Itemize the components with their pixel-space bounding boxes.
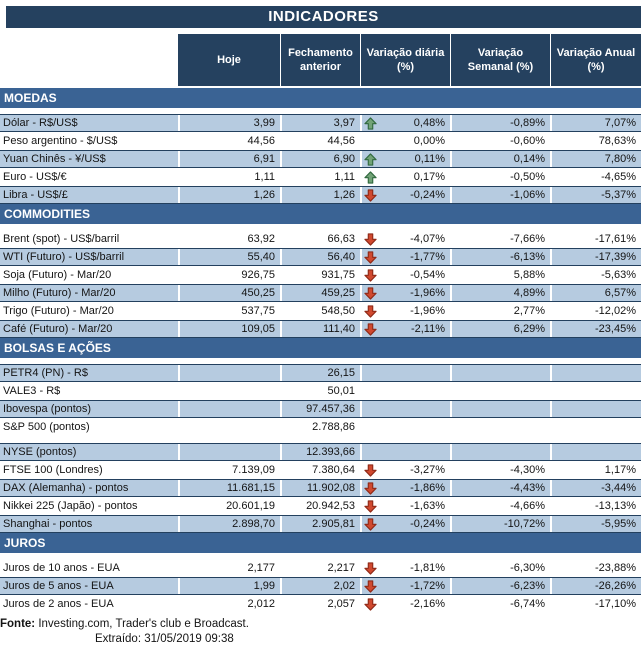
section-header-moedas: MOEDAS: [0, 88, 641, 108]
cell-variacao-anual: -5,95%: [550, 516, 641, 532]
cell-fechamento-anterior: 12.393,66: [280, 444, 360, 460]
cell-hoje: [178, 383, 280, 399]
cell-variacao-semanal: -4,30%: [450, 462, 550, 478]
cell-variacao-anual: -13,13%: [550, 498, 641, 514]
variacao-diaria-value: 0,00%: [413, 135, 445, 147]
cell-variacao-anual: -23,88%: [550, 560, 641, 576]
table-row: [0, 284, 641, 302]
cell-variacao-anual: -17,61%: [550, 231, 641, 247]
cell-variacao-anual: -17,39%: [550, 249, 641, 265]
cell-variacao-diaria: [360, 231, 450, 247]
down-arrow-icon: [364, 304, 378, 318]
cell-variacao-semanal: -7,66%: [450, 231, 550, 247]
cell-fechamento-anterior: 111,40: [280, 321, 360, 337]
trend-arrow-icon: [364, 134, 378, 148]
down-arrow-icon: [364, 322, 378, 336]
row-label: DAX (Alemanha) - pontos: [0, 480, 178, 496]
cell-variacao-anual: -5,37%: [550, 187, 641, 203]
variacao-diaria-value: 0,48%: [413, 117, 445, 129]
cell-variacao-diaria: [360, 321, 450, 337]
table-row: [0, 382, 641, 400]
cell-hoje: 3,99: [178, 115, 280, 131]
cell-variacao-diaria: [360, 498, 450, 514]
cell-fechamento-anterior: 20.942,53: [280, 498, 360, 514]
cell-variacao-semanal: 4,89%: [450, 285, 550, 301]
row-label: Shanghai - pontos: [0, 516, 178, 532]
row-label: Nikkei 225 (Japão) - pontos: [3, 500, 138, 512]
cell-hoje: 1,26: [178, 187, 280, 203]
cell-fechamento-anterior: 2.905,81: [280, 516, 360, 532]
table-body: [0, 88, 641, 613]
variacao-diaria-value: -1,77%: [410, 251, 445, 263]
table-row: [0, 479, 641, 497]
cell-variacao-semanal: -6,13%: [450, 249, 550, 265]
row-label: FTSE 100 (Londres): [3, 464, 103, 476]
cell-hoje: 2,177: [178, 560, 280, 576]
cell-fechamento-anterior: 97.457,36: [280, 401, 360, 417]
cell-variacao-diaria: [360, 115, 450, 131]
cell-hoje: 55,40: [178, 249, 280, 265]
table-row: [0, 497, 641, 515]
cell-variacao-anual: [550, 444, 641, 460]
cell-variacao-diaria: [360, 480, 450, 496]
cell-variacao-anual: -12,02%: [550, 303, 641, 319]
table-row: [0, 266, 641, 284]
table-row: [0, 248, 641, 266]
cell-variacao-diaria: [360, 303, 450, 319]
cell-variacao-diaria: [360, 444, 450, 460]
cell-fechamento-anterior: 2,02: [280, 578, 360, 594]
row-label: Café (Futuro) - Mar/20: [0, 321, 178, 337]
cell-variacao-diaria: [360, 249, 450, 265]
cell-variacao-anual: 6,57%: [550, 285, 641, 301]
section-rows: [0, 114, 641, 204]
table-row: [0, 461, 641, 479]
cell-variacao-anual: -5,63%: [550, 267, 641, 283]
trend-arrow-icon: [364, 384, 378, 398]
cell-variacao-semanal: -6,74%: [450, 596, 550, 612]
cell-variacao-semanal: 2,77%: [450, 303, 550, 319]
cell-variacao-diaria: [360, 516, 450, 532]
cell-fechamento-anterior: 56,40: [280, 249, 360, 265]
column-header-variacao-diaria: Variação diária (%): [360, 34, 450, 86]
page-title: INDICADORES: [6, 6, 641, 28]
cell-hoje: [178, 401, 280, 417]
cell-fechamento-anterior: 548,50: [280, 303, 360, 319]
trend-arrow-icon: [364, 445, 378, 459]
cell-variacao-diaria: [360, 462, 450, 478]
cell-variacao-semanal: -10,72%: [450, 516, 550, 532]
row-label: Brent (spot) - US$/barril: [3, 233, 120, 245]
row-label: Juros de 2 anos - EUA: [3, 598, 114, 610]
cell-variacao-diaria: [360, 151, 450, 167]
cell-variacao-semanal: -6,30%: [450, 560, 550, 576]
variacao-diaria-value: -2,11%: [410, 323, 445, 335]
source-label: Fonte:: [0, 618, 36, 630]
table-row: [0, 400, 641, 418]
cell-variacao-semanal: [450, 383, 550, 399]
row-label: Juros de 10 anos - EUA: [3, 562, 120, 574]
column-header-variacao-semanal: Variação Semanal (%): [450, 34, 550, 86]
down-arrow-icon: [364, 517, 378, 531]
cell-hoje: 537,75: [178, 303, 280, 319]
table-row: [0, 595, 641, 613]
table-row: [0, 443, 641, 461]
cell-variacao-diaria: [360, 578, 450, 594]
row-label: VALE3 - R$: [3, 385, 61, 397]
cell-fechamento-anterior: 50,01: [280, 383, 360, 399]
cell-fechamento-anterior: 1,26: [280, 187, 360, 203]
row-label: PETR4 (PN) - R$: [0, 365, 178, 381]
table-row: [0, 559, 641, 577]
cell-fechamento-anterior: 3,97: [280, 115, 360, 131]
down-arrow-icon: [364, 286, 378, 300]
cell-variacao-anual: 7,80%: [550, 151, 641, 167]
cell-hoje: [178, 419, 280, 435]
table-row: [0, 150, 641, 168]
cell-variacao-anual: 1,17%: [550, 462, 641, 478]
cell-fechamento-anterior: 6,90: [280, 151, 360, 167]
table-row: [0, 418, 641, 436]
down-arrow-icon: [364, 463, 378, 477]
row-label: Milho (Futuro) - Mar/20: [0, 285, 178, 301]
cell-variacao-semanal: 0,14%: [450, 151, 550, 167]
trend-arrow-icon: [364, 402, 378, 416]
cell-fechamento-anterior: 7.380,64: [280, 462, 360, 478]
cell-variacao-diaria: [360, 383, 450, 399]
variacao-diaria-value: 0,11%: [414, 153, 445, 165]
cell-variacao-semanal: -0,89%: [450, 115, 550, 131]
table-row: [0, 168, 641, 186]
section-rows: [0, 559, 641, 613]
cell-variacao-anual: 7,07%: [550, 115, 641, 131]
cell-variacao-diaria: [360, 419, 450, 435]
cell-variacao-semanal: [450, 365, 550, 381]
section: [0, 88, 641, 204]
cell-variacao-anual: [550, 419, 641, 435]
row-label: Euro - US$/€: [3, 171, 67, 183]
section-header-commodities: COMMODITIES: [0, 204, 641, 224]
cell-hoje: 11.681,15: [178, 480, 280, 496]
cell-variacao-anual: -4,65%: [550, 169, 641, 185]
source-line: [0, 617, 641, 631]
cell-hoje: 109,05: [178, 321, 280, 337]
cell-variacao-anual: [550, 365, 641, 381]
cell-hoje: 2.898,70: [178, 516, 280, 532]
cell-variacao-semanal: -0,60%: [450, 133, 550, 149]
table-row: [0, 114, 641, 132]
cell-variacao-semanal: 5,88%: [450, 267, 550, 283]
cell-hoje: 1,11: [178, 169, 280, 185]
cell-variacao-anual: -26,26%: [550, 578, 641, 594]
row-label: Peso argentino - $/US$: [3, 135, 118, 147]
down-arrow-icon: [364, 597, 378, 611]
variacao-diaria-value: -1,72%: [410, 580, 445, 592]
variacao-diaria-value: -1,96%: [410, 305, 445, 317]
cell-fechamento-anterior: 66,63: [280, 231, 360, 247]
variacao-diaria-value: 0,17%: [413, 171, 445, 183]
table-row: [0, 320, 641, 338]
down-arrow-icon: [364, 250, 378, 264]
down-arrow-icon: [364, 561, 378, 575]
variacao-diaria-value: -2,16%: [410, 598, 445, 610]
cell-variacao-diaria: [360, 560, 450, 576]
cell-hoje: 450,25: [178, 285, 280, 301]
cell-variacao-semanal: -0,50%: [450, 169, 550, 185]
row-label: Yuan Chinês - ¥/US$: [0, 151, 178, 167]
section-header-juros: JUROS: [0, 533, 641, 553]
section-header-bolsas-e-a-es: BOLSAS E AÇÕES: [0, 338, 641, 358]
down-arrow-icon: [364, 481, 378, 495]
cell-hoje: 2,012: [178, 596, 280, 612]
cell-fechamento-anterior: 44,56: [280, 133, 360, 149]
down-arrow-icon: [364, 188, 378, 202]
down-arrow-icon: [364, 232, 378, 246]
cell-fechamento-anterior: 1,11: [280, 169, 360, 185]
cell-fechamento-anterior: 11.902,08: [280, 480, 360, 496]
table-row: [0, 132, 641, 150]
cell-hoje: [178, 444, 280, 460]
cell-hoje: 7.139,09: [178, 462, 280, 478]
cell-variacao-semanal: -4,66%: [450, 498, 550, 514]
cell-hoje: 63,92: [178, 231, 280, 247]
cell-variacao-semanal: -4,43%: [450, 480, 550, 496]
row-label: Trigo (Futuro) - Mar/20: [3, 305, 114, 317]
variacao-diaria-value: -3,27%: [410, 464, 445, 476]
up-arrow-icon: [364, 152, 378, 166]
variacao-diaria-value: -1,63%: [410, 500, 445, 512]
up-arrow-icon: [364, 116, 378, 130]
cell-variacao-anual: 78,63%: [550, 133, 641, 149]
cell-variacao-diaria: [360, 401, 450, 417]
section: [0, 533, 641, 613]
cell-variacao-diaria: [360, 365, 450, 381]
cell-fechamento-anterior: 459,25: [280, 285, 360, 301]
column-header-row: [178, 34, 641, 86]
row-label: Juros de 5 anos - EUA: [0, 578, 178, 594]
variacao-diaria-value: -4,07%: [410, 233, 445, 245]
cell-hoje: 20.601,19: [178, 498, 280, 514]
cell-fechamento-anterior: 2.788,86: [280, 419, 360, 435]
table-row: [0, 186, 641, 204]
extracted-timestamp: Extraído: 31/05/2019 09:38: [95, 633, 234, 645]
table-row: [0, 364, 641, 382]
cell-variacao-diaria: [360, 133, 450, 149]
variacao-diaria-value: -1,96%: [410, 287, 445, 299]
cell-fechamento-anterior: 26,15: [280, 365, 360, 381]
cell-variacao-semanal: [450, 444, 550, 460]
cell-hoje: 1,99: [178, 578, 280, 594]
cell-variacao-semanal: -6,23%: [450, 578, 550, 594]
section: [0, 338, 641, 533]
trend-arrow-icon: [364, 420, 378, 434]
cell-variacao-anual: -17,10%: [550, 596, 641, 612]
cell-variacao-diaria: [360, 596, 450, 612]
cell-variacao-semanal: -1,06%: [450, 187, 550, 203]
row-label: Dólar - R$/US$: [0, 115, 178, 131]
down-arrow-icon: [364, 499, 378, 513]
variacao-diaria-value: -0,54%: [410, 269, 445, 281]
row-label: S&P 500 (pontos): [3, 421, 90, 433]
cell-variacao-diaria: [360, 267, 450, 283]
row-label: Soja (Futuro) - Mar/20: [3, 269, 112, 281]
cell-variacao-anual: -3,44%: [550, 480, 641, 496]
row-label: Libra - US$/£: [0, 187, 178, 203]
row-label: NYSE (pontos): [0, 444, 178, 460]
table-row: [0, 515, 641, 533]
cell-variacao-diaria: [360, 187, 450, 203]
variacao-diaria-value: -1,86%: [410, 482, 445, 494]
up-arrow-icon: [364, 170, 378, 184]
footer: [0, 617, 641, 646]
cell-variacao-anual: [550, 383, 641, 399]
cell-fechamento-anterior: 2,217: [280, 560, 360, 576]
cell-variacao-semanal: [450, 401, 550, 417]
cell-variacao-diaria: [360, 285, 450, 301]
row-label: WTI (Futuro) - US$/barril: [0, 249, 178, 265]
down-arrow-icon: [364, 268, 378, 282]
row-spacer: [0, 436, 641, 443]
row-label: Ibovespa (pontos): [0, 401, 178, 417]
trend-arrow-icon: [364, 366, 378, 380]
column-header-variacao-anual: Variação Anual (%): [550, 34, 641, 86]
source-text: Investing.com, Trader's club e Broadcast.: [35, 618, 249, 630]
cell-variacao-diaria: [360, 169, 450, 185]
table-row: [0, 230, 641, 248]
table-row: [0, 302, 641, 320]
variacao-diaria-value: -0,24%: [410, 189, 445, 201]
cell-hoje: 44,56: [178, 133, 280, 149]
cell-hoje: [178, 365, 280, 381]
variacao-diaria-value: -1,81%: [410, 562, 445, 574]
variacao-diaria-value: -0,24%: [410, 518, 445, 530]
cell-hoje: 6,91: [178, 151, 280, 167]
column-header-fechamento-anterior: Fechamento anterior: [280, 34, 360, 86]
table-row: [0, 577, 641, 595]
cell-fechamento-anterior: 2,057: [280, 596, 360, 612]
section-rows: [0, 230, 641, 338]
column-header-hoje: Hoje: [217, 53, 241, 66]
section: [0, 204, 641, 338]
section-rows: [0, 364, 641, 533]
cell-hoje: 926,75: [178, 267, 280, 283]
cell-variacao-anual: [550, 401, 641, 417]
cell-fechamento-anterior: 931,75: [280, 267, 360, 283]
cell-variacao-semanal: 6,29%: [450, 321, 550, 337]
down-arrow-icon: [364, 579, 378, 593]
cell-variacao-semanal: [450, 419, 550, 435]
cell-variacao-anual: -23,45%: [550, 321, 641, 337]
